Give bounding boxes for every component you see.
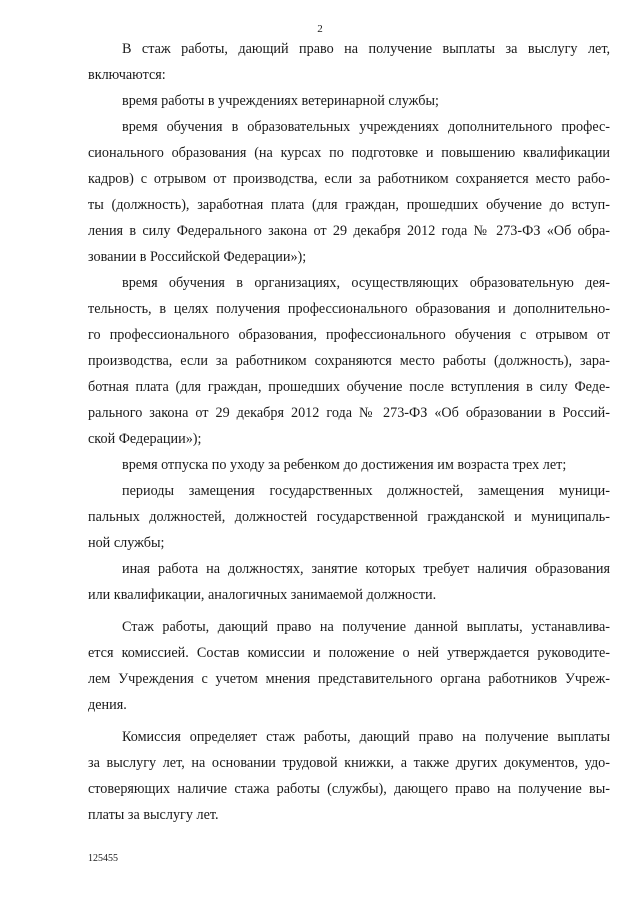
text-line: время обучения в организациях, осуществляющих образовательную дея- [122, 275, 610, 291]
text-line: сионального образования (на курсах по подготовке и повышению квалификации [88, 145, 610, 161]
text-line: включаются: [88, 67, 166, 83]
text-line: ления в силу Федерального закона от 29 декабря 2012 года № 273-ФЗ «Об обра- [88, 223, 610, 239]
text-line: ты (должность), заработная плата (для граждан, прошедших обучение до вступ- [88, 197, 610, 213]
text-line: Стаж работы, дающий право на получение данной выплаты, устанавлива- [122, 619, 610, 635]
text-line: го профессионального образования, профессионального обучения с отрывом от [88, 327, 610, 343]
text-line: производства, если за работником сохраняются место работы (должность), зара- [88, 353, 610, 369]
text-line: платы за выслугу лет. [88, 807, 219, 823]
text-line: за выслугу лет, на основании трудовой книжки, а также других документов, удо- [88, 755, 610, 771]
text-line: лем Учреждения с учетом мнения представительного органа работников Учреж- [88, 671, 610, 687]
text-line: стоверяющих наличие стажа работы (службы), дающего право на получение вы- [88, 781, 610, 797]
text-line: время работы в учреждениях ветеринарной службы; [122, 93, 439, 109]
text-line: Комиссия определяет стаж работы, дающий право на получение выплаты [122, 729, 610, 745]
text-line: кадров) с отрывом от производства, если за работником сохраняется место рабо- [88, 171, 610, 187]
text-line: ботная плата (для граждан, прошедших обучение после вступления в силу Феде- [88, 379, 610, 395]
text-line: периоды замещения государственных должностей, замещения муници- [122, 483, 610, 499]
text-line: В стаж работы, дающий право на получение выплаты за выслугу лет, [122, 41, 610, 57]
text-line: ной службы; [88, 535, 165, 551]
text-line: ется комиссией. Состав комиссии и положение о ней утверждается руководите- [88, 645, 610, 661]
text-line: тельность, в целях получения профессионального образования и дополнительно- [88, 301, 610, 317]
text-line: иная работа на должностях, занятие которых требует наличия образования [122, 561, 610, 577]
text-line: зовании в Российской Федерации»); [88, 249, 307, 265]
text-line: пальных должностей, должностей государственной гражданской и муниципаль- [88, 509, 610, 525]
text-line: время отпуска по уходу за ребенком до достижения им возраста трех лет; [122, 457, 567, 473]
text-line: рального закона от 29 декабря 2012 года № 273-ФЗ «Об образовании в Россий- [88, 405, 610, 421]
page-number: 2 [317, 23, 323, 35]
text-line: ской Федерации»); [88, 431, 202, 447]
text-line: время обучения в образовательных учреждениях дополнительного профес- [122, 119, 610, 135]
document-code: 125455 [88, 853, 118, 864]
text-line: дения. [88, 697, 127, 713]
text-line: или квалификации, аналогичных занимаемой должности. [88, 587, 437, 603]
